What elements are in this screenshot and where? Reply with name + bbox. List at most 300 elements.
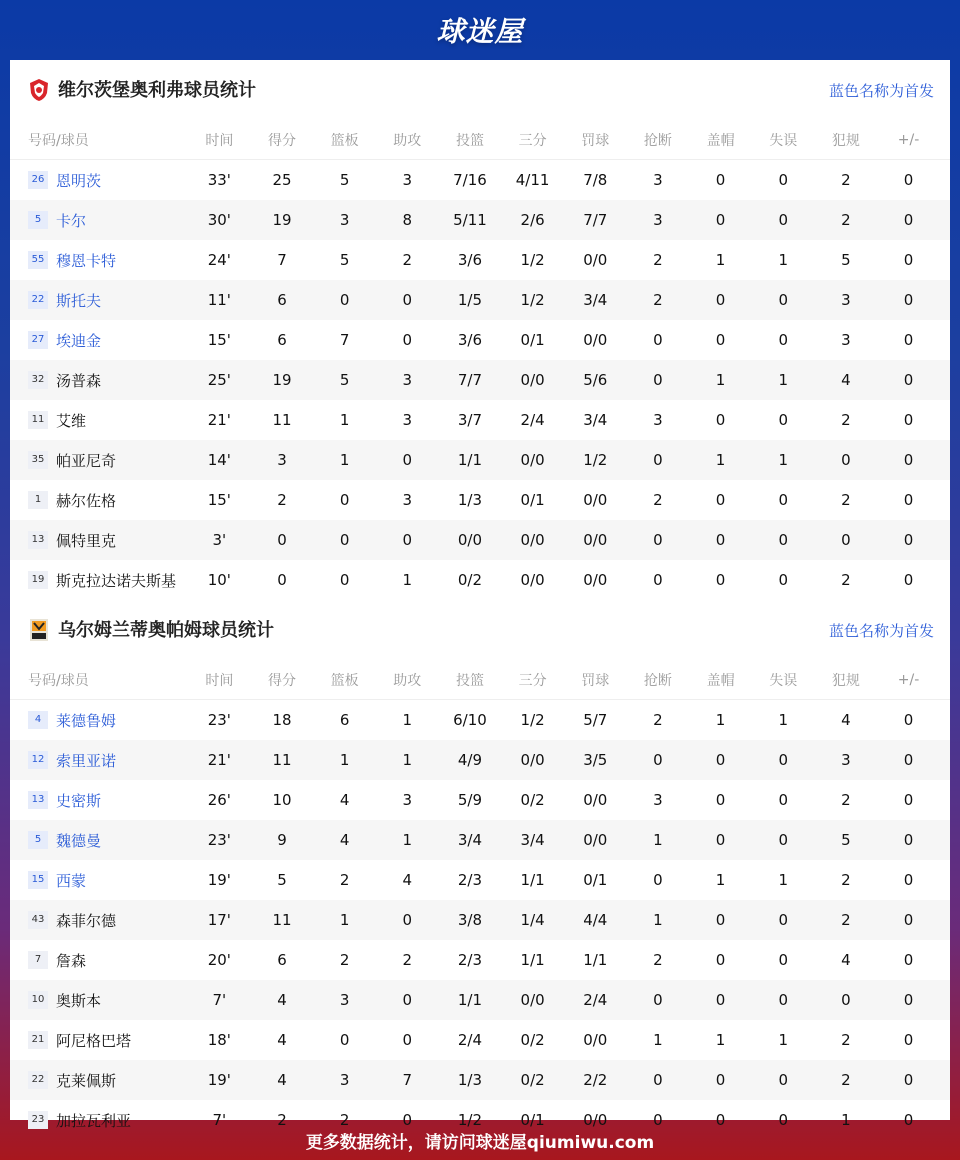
stat-time: 18' [207,1031,231,1049]
stat-ft: 0/0 [583,531,608,549]
stat-reb: 7 [339,331,350,349]
player-row[interactable] [10,700,950,740]
stat-ast: 0 [402,531,413,549]
player-cell [10,250,188,271]
stat-pm: 0 [903,251,914,269]
stat-pts: 10 [272,791,292,809]
stat-3p: 0/2 [520,791,545,809]
team-header [10,60,950,120]
stat-blk: 1 [715,871,726,889]
player-row[interactable] [10,280,950,320]
stat-blk: 0 [715,1111,726,1129]
stat-tov: 0 [778,531,788,549]
stat-ast: 4 [402,871,413,889]
stat-stl: 2 [653,251,663,269]
stat-3p: 0/1 [520,1111,545,1129]
stat-pts: 25 [272,171,292,189]
stat-tov: 0 [778,791,788,809]
stat-tov: 1 [778,871,788,889]
stat-time: 21' [207,751,231,769]
team-sections [10,60,950,1140]
stat-blk: 1 [715,451,726,469]
stat-time: 7' [212,1111,227,1129]
stat-time: 19' [207,871,231,889]
player-cell [10,750,188,771]
stat-pm: 0 [903,451,914,469]
stat-stl: 3 [653,411,663,429]
stat-reb: 6 [339,711,350,729]
stat-pm: 0 [903,991,914,1009]
jersey-number: 10 [28,991,48,1009]
player-name[interactable]: 佩特里克 [56,531,117,550]
stat-pm: 0 [903,1111,914,1129]
stat-ft: 0/0 [583,1111,608,1129]
column-header: 得分 [267,672,296,689]
stat-3p: 1/1 [520,951,545,969]
player-row[interactable] [10,940,950,980]
stat-time: 3' [212,531,227,549]
stat-blk: 0 [715,571,726,589]
player-name[interactable]: 斯克拉达诺夫斯基 [56,571,177,590]
stat-time: 19' [207,1071,231,1089]
stat-stl: 1 [653,1031,663,1049]
stat-tov: 0 [778,831,788,849]
player-cell [10,530,188,551]
stat-3p: 4/11 [515,171,550,189]
stat-ast: 3 [402,491,413,509]
stat-pf: 4 [841,371,851,389]
player-row[interactable] [10,160,950,200]
player-cell [10,830,188,851]
stat-pm: 0 [903,531,914,549]
player-row[interactable] [10,520,950,560]
stat-stl: 0 [653,1071,663,1089]
stat-stl: 0 [653,751,663,769]
player-row[interactable] [10,560,950,600]
stat-pm: 0 [903,751,914,769]
stat-blk: 0 [715,211,726,229]
stat-ft: 1/2 [583,451,608,469]
stat-fg: 3/4 [457,831,483,849]
stat-fg: 3/6 [457,251,483,269]
stat-ft: 2/2 [583,1071,608,1089]
stat-time: 17' [207,911,231,929]
stat-stl: 3 [653,171,663,189]
stat-time: 21' [207,411,231,429]
player-cell [10,330,188,351]
column-header: 助攻 [393,672,422,689]
stat-pf: 2 [841,1031,851,1049]
stat-pm: 0 [903,791,914,809]
player-name[interactable]: 汤普森 [56,371,102,390]
stat-3p: 3/4 [520,831,545,849]
stat-3p: 2/6 [520,211,545,229]
stat-fg: 1/5 [457,291,483,309]
player-row[interactable] [10,1060,950,1100]
player-name[interactable]: 加拉瓦利亚 [56,1111,132,1130]
stat-pts: 6 [277,291,287,309]
stat-time: 10' [207,571,231,589]
stat-time: 26' [207,791,231,809]
stat-reb: 0 [339,491,350,509]
stat-blk: 0 [715,911,726,929]
player-row[interactable] [10,860,950,900]
stat-blk: 0 [715,831,726,849]
stat-ft: 5/7 [583,711,608,729]
stat-tov: 0 [778,951,788,969]
stat-pm: 0 [903,871,914,889]
stat-pf: 2 [841,1071,851,1089]
stat-pm: 0 [903,291,914,309]
stat-fg: 2/3 [457,951,483,969]
player-cell [10,870,188,891]
jersey-number: 23 [28,1111,48,1129]
column-header: 篮板 [330,132,359,149]
player-row[interactable] [10,360,950,400]
stat-reb: 1 [339,451,350,469]
stat-3p: 1/1 [520,871,545,889]
starter-legend: 蓝色名称为首发 [828,82,934,100]
stat-3p: 0/0 [520,451,545,469]
stat-pts: 11 [272,911,292,929]
stat-pm: 0 [903,331,914,349]
jersey-number: 22 [28,1071,48,1089]
stat-pf: 3 [841,291,851,309]
player-name[interactable]: 阿尼格巴塔 [56,1031,132,1050]
stat-pf: 2 [841,911,851,929]
stat-blk: 0 [715,1071,726,1089]
column-header: 号码/球员 [28,672,89,689]
stat-ast: 3 [402,171,413,189]
player-name[interactable]: 索里亚诺 [56,751,117,770]
stat-pf: 3 [841,331,851,349]
player-cell [10,1030,188,1051]
stat-ast: 8 [402,211,413,229]
stat-ft: 7/7 [583,211,608,229]
stat-pts: 2 [277,1111,287,1129]
stat-3p: 1/2 [520,711,545,729]
stat-time: 30' [207,211,231,229]
jersey-number: 32 [28,371,48,389]
stat-pm: 0 [903,711,914,729]
stat-tov: 0 [778,1071,788,1089]
stat-fg: 3/7 [457,411,483,429]
stat-fg: 6/10 [453,711,487,729]
player-cell [10,790,188,811]
stat-fg: 5/9 [457,791,483,809]
stat-fg: 1/2 [457,1111,483,1129]
jersey-number: 12 [28,751,48,769]
stat-pts: 0 [277,531,287,549]
stat-stl: 2 [653,951,663,969]
column-header: 罚球 [581,672,610,689]
stat-reb: 0 [339,531,350,549]
column-header: 投篮 [455,132,484,149]
stat-pts: 19 [272,211,292,229]
player-name[interactable]: 奥斯本 [56,991,102,1010]
stat-ast: 2 [402,951,413,969]
stat-time: 7' [212,991,227,1009]
stat-stl: 0 [653,531,663,549]
stat-tov: 1 [778,451,788,469]
stat-ast: 0 [402,991,413,1009]
stat-ast: 0 [402,1031,413,1049]
stat-pf: 5 [841,831,851,849]
stat-pf: 2 [841,171,851,189]
stat-3p: 0/0 [520,571,545,589]
wurzburg-shield-icon [28,78,50,102]
stat-ft: 0/0 [583,831,608,849]
player-row[interactable] [10,980,950,1020]
column-header: 时间 [205,132,234,149]
stat-reb: 3 [339,211,350,229]
player-cell [10,710,188,731]
column-header: 三分 [518,672,547,689]
stat-stl: 2 [653,491,663,509]
stat-ast: 0 [402,451,413,469]
stat-reb: 4 [339,791,350,809]
stat-ft: 5/6 [583,371,608,389]
stat-stl: 0 [653,1111,663,1129]
stat-tov: 0 [778,751,788,769]
stat-time: 14' [207,451,231,469]
stat-ast: 0 [402,331,413,349]
jersey-number: 55 [28,251,48,269]
stat-pts: 19 [272,371,292,389]
player-row[interactable] [10,740,950,780]
stat-ft: 0/0 [583,791,608,809]
stat-pf: 2 [841,571,851,589]
stat-time: 20' [207,951,231,969]
stat-ft: 3/5 [583,751,608,769]
column-header: 三分 [518,132,547,149]
stat-stl: 0 [653,451,663,469]
stat-stl: 2 [653,711,663,729]
jersey-number: 19 [28,571,48,589]
stat-fg: 1/3 [457,1071,483,1089]
player-name[interactable]: 西蒙 [56,871,87,890]
stat-reb: 5 [339,251,350,269]
player-name[interactable]: 恩明茨 [56,171,102,190]
stat-ast: 0 [402,1111,413,1129]
team-title: 维尔茨堡奥利弗球员统计 [58,80,256,101]
column-header: 盖帽 [706,672,735,689]
stat-time: 15' [207,491,231,509]
player-name[interactable]: 森菲尔德 [56,911,117,930]
stat-pts: 3 [277,451,287,469]
stat-tov: 0 [778,331,788,349]
column-header: 失误 [769,672,798,689]
stat-pts: 11 [272,411,292,429]
player-name[interactable]: 魏德曼 [56,831,102,850]
column-header: 投篮 [455,672,484,689]
player-cell [10,410,188,431]
player-name[interactable]: 詹森 [56,951,87,970]
column-header-row [10,120,950,160]
stat-fg: 0/2 [457,571,483,589]
stat-3p: 2/4 [520,411,545,429]
player-cell [10,1070,188,1091]
stat-ft: 4/4 [583,911,608,929]
player-name[interactable]: 斯托夫 [56,291,102,310]
stat-blk: 0 [715,331,726,349]
player-row[interactable] [10,320,950,360]
stat-pm: 0 [903,911,914,929]
player-row[interactable] [10,900,950,940]
stat-stl: 0 [653,371,663,389]
stat-ft: 0/0 [583,331,608,349]
stat-pf: 2 [841,491,851,509]
stat-blk: 1 [715,1031,726,1049]
player-row[interactable] [10,240,950,280]
player-name[interactable]: 埃迪金 [56,331,102,350]
stat-pts: 4 [277,1071,287,1089]
player-cell [10,290,188,311]
player-row[interactable] [10,200,950,240]
stat-stl: 0 [653,871,663,889]
player-name[interactable]: 赫尔佐格 [56,491,117,510]
stat-reb: 2 [339,1111,350,1129]
stat-reb: 0 [339,571,350,589]
stat-tov: 0 [778,991,788,1009]
stat-reb: 2 [339,951,350,969]
stat-blk: 1 [715,251,726,269]
stat-3p: 1/2 [520,291,545,309]
stat-reb: 3 [339,1071,350,1089]
stat-time: 11' [207,291,231,309]
column-header: 助攻 [393,132,422,149]
stat-pf: 2 [841,411,851,429]
player-row[interactable] [10,440,950,480]
stat-pf: 5 [841,251,851,269]
stat-time: 33' [207,171,231,189]
jersey-number: 21 [28,1031,48,1049]
player-cell [10,450,188,471]
column-header: +/- [897,131,920,148]
stat-3p: 1/2 [520,251,545,269]
stat-pf: 4 [841,711,851,729]
player-name[interactable]: 史密斯 [56,791,102,810]
stat-ft: 1/1 [583,951,608,969]
stat-pts: 9 [277,831,287,849]
player-cell [10,950,188,971]
stat-pf: 0 [841,451,851,469]
stat-pm: 0 [903,1071,914,1089]
player-name[interactable]: 艾维 [56,411,87,430]
player-row[interactable] [10,1020,950,1060]
stat-pm: 0 [903,951,914,969]
player-row[interactable] [10,400,950,440]
stat-ast: 3 [402,411,413,429]
stat-ft: 0/0 [583,571,608,589]
player-row[interactable] [10,820,950,860]
stat-stl: 3 [653,791,663,809]
stat-ast: 2 [402,251,413,269]
player-row[interactable] [10,480,950,520]
column-header: 时间 [205,672,234,689]
player-name[interactable]: 卡尔 [56,211,87,230]
stat-ast: 0 [402,911,413,929]
column-header: 犯规 [831,672,860,689]
stat-ft: 7/8 [583,171,608,189]
stat-pts: 4 [277,991,287,1009]
jersey-number: 27 [28,331,48,349]
stat-fg: 5/11 [453,211,487,229]
stat-time: 23' [207,711,231,729]
stat-blk: 0 [715,751,726,769]
player-name[interactable]: 穆恩卡特 [56,251,117,270]
stat-pm: 0 [903,211,914,229]
stat-pf: 2 [841,791,851,809]
column-header: +/- [897,671,920,688]
player-row[interactable] [10,780,950,820]
stat-stl: 3 [653,211,663,229]
stat-pf: 1 [841,1111,851,1129]
stat-blk: 0 [715,791,726,809]
ulm-crest-icon [28,618,50,642]
jersey-number: 22 [28,291,48,309]
stat-reb: 1 [339,751,350,769]
stat-ast: 1 [402,751,413,769]
player-name[interactable]: 帕亚尼奇 [56,451,117,470]
stat-stl: 1 [653,911,663,929]
footer-link[interactable]: 更多数据统计，请访问球迷屋qiumiwu.com [305,1132,655,1153]
stat-fg: 3/8 [457,911,483,929]
team-title: 乌尔姆兰蒂奥帕姆球员统计 [58,620,274,641]
stat-3p: 0/1 [520,491,545,509]
stat-3p: 0/2 [520,1071,545,1089]
stat-time: 24' [207,251,231,269]
stat-3p: 0/0 [520,371,545,389]
player-cell [10,990,188,1011]
player-name[interactable]: 克莱佩斯 [56,1071,117,1090]
column-header: 失误 [769,132,798,149]
jersey-number: 26 [28,171,48,189]
starter-legend: 蓝色名称为首发 [828,622,934,640]
stat-ft: 0/0 [583,491,608,509]
stat-fg: 1/1 [457,451,483,469]
stat-pf: 4 [841,951,851,969]
stat-blk: 0 [715,991,726,1009]
stat-pf: 3 [841,751,851,769]
stat-pts: 6 [277,951,287,969]
column-header: 犯规 [831,132,860,149]
stat-stl: 0 [653,571,663,589]
jersey-number: 35 [28,451,48,469]
stat-pts: 7 [277,251,287,269]
column-header: 罚球 [581,132,610,149]
team-section [10,600,950,1140]
stat-fg: 2/4 [457,1031,483,1049]
stat-time: 25' [207,371,231,389]
stat-tov: 0 [778,211,788,229]
player-cell [10,490,188,511]
player-name[interactable]: 莱德鲁姆 [56,711,117,730]
stat-blk: 0 [715,491,726,509]
stat-reb: 3 [339,991,350,1009]
jersey-number: 5 [28,831,48,849]
stat-pm: 0 [903,491,914,509]
stat-blk: 0 [715,291,726,309]
stat-3p: 0/0 [520,991,545,1009]
stat-fg: 4/9 [457,751,483,769]
stat-pts: 18 [272,711,292,729]
column-header: 抢断 [643,672,672,689]
stat-reb: 0 [339,1031,350,1049]
stat-pm: 0 [903,831,914,849]
player-cell [10,370,188,391]
player-cell [10,210,188,231]
